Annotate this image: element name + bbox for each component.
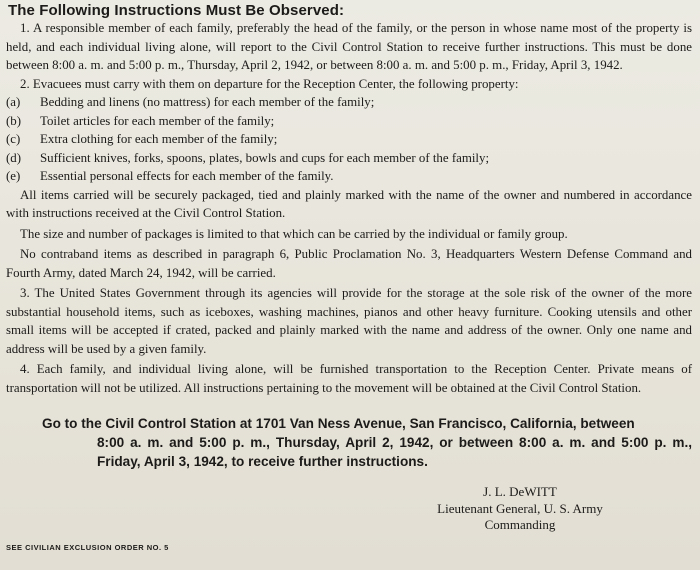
property-item-text: Toilet articles for each member of the family; — [40, 113, 275, 128]
callout-line-1: Go to the Civil Control Station at 1701 Van Ness Avenue, San Francisco, California, between — [42, 416, 635, 431]
paragraph-4: 4. Each family, and individual living alone, will be furnished transportation to the Reception Center. Private means of transportation will not be utilized. All instructions pertaining to the movement will be obtained at the Civil Control Station. — [6, 362, 692, 395]
paragraph-3: 3. The United States Government through its agencies will provide for the storage at the sole risk of the owner of the more substantial household items, such as iceboxes, washing machines, pianos and other heavy furniture. Cooking utensils and other small items will be accepted if crated, packed and plainly marked with the name and address of the owner. Only one name and address will be used by a given family. — [6, 286, 692, 356]
property-list — [6, 93, 692, 186]
signature-title: Lieutenant General, U. S. Army — [437, 500, 603, 516]
instructions-body — [6, 19, 692, 399]
property-item — [6, 149, 692, 168]
property-item-label: (a) — [6, 95, 21, 109]
packaging-paragraph: All items carried will be securely packaged, tied and plainly marked with the name of the owner and numbered in accordance with instructions received at the Civil Control Station. — [6, 187, 692, 220]
property-item-label: (b) — [6, 113, 22, 128]
property-item-label: (e) — [6, 169, 21, 183]
property-item — [6, 93, 692, 112]
signature-block — [400, 484, 640, 534]
paragraph-2-intro: 2. Evacuees must carry with them on departure for the Reception Center, the following property: — [20, 76, 519, 91]
size-limit-paragraph: The size and number of packages is limited to that which can be carried by the individual or family group. — [20, 226, 568, 241]
property-item-label: (c) — [6, 132, 21, 146]
signature-name: J. L. DeWITT — [483, 484, 557, 499]
footer-note: SEE CIVILIAN EXCLUSION ORDER NO. 5 — [6, 543, 169, 552]
contraband-paragraph: No contraband items as described in paragraph 6, Public Proclamation No. 3, Headquarters Western Defense Command and Fourth Army, dated March 24, 1942, will be carried. — [6, 247, 692, 280]
notice-heading: The Following Instructions Must Be Observed: — [8, 2, 345, 19]
signature-role: Commanding — [484, 517, 556, 532]
property-item-label: (d) — [6, 150, 22, 165]
callout-rest: 8:00 a. m. and 5:00 p. m., Thursday, April 2, 1942, or between 8:00 a. m. and 5:00 p. m., Friday, April 3, 1942, to receive further instructions. — [97, 435, 692, 469]
property-item-text: Essential personal effects for each member of the family. — [40, 169, 334, 183]
property-item — [6, 130, 692, 149]
property-item — [6, 167, 692, 186]
property-item-text: Sufficient knives, forks, spoons, plates, bowls and cups for each member of the family; — [40, 150, 490, 165]
property-item-text: Extra clothing for each member of the family; — [40, 132, 278, 146]
property-item-text: Bedding and linens (no mattress) for each member of the family; — [40, 95, 375, 109]
civil-control-station-callout — [42, 414, 692, 471]
property-item — [6, 112, 692, 131]
paragraph-1: 1. A responsible member of each family, preferably the head of the family, or the person in whose name most of the property is held, and each individual living alone, will report to the Civil Control Station to receive further instructions. This must be done between 8:00 a. m. and 5:00 p. m., Thursday, April 2, 1942, or between 8:00 a. m. and 5:00 p. m., Friday, April 3, 1942. — [6, 21, 692, 72]
